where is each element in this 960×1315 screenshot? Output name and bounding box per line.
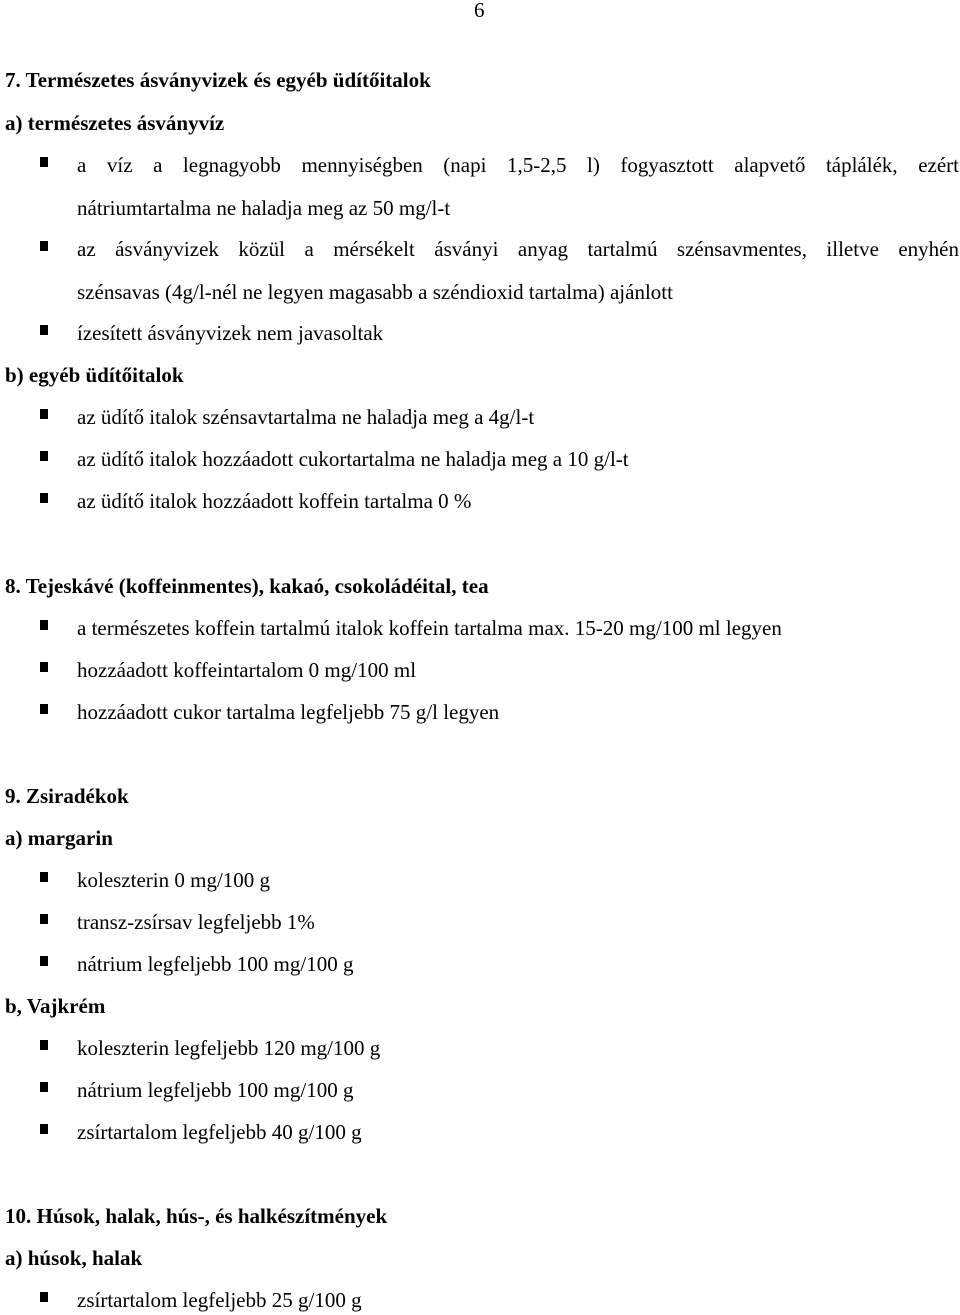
bullet-square-icon bbox=[40, 157, 48, 167]
section-9-title: 9. Zsiradékok bbox=[5, 784, 129, 808]
page-number: 6 bbox=[474, 0, 485, 22]
list-item: zsírtartalom legfeljebb 40 g/100 g bbox=[77, 1120, 362, 1144]
bullet-square-icon bbox=[40, 1082, 48, 1092]
section-10a-title: a) húsok, halak bbox=[5, 1246, 143, 1270]
list-item: a természetes koffein tartalmú italok koffein tartalma max. 15-20 mg/100 ml legyen bbox=[77, 616, 782, 640]
bullet-square-icon bbox=[40, 451, 48, 461]
list-item: a víz a legnagyobb mennyiségben (napi 1,5-2,5 l) fogyasztott alapvető táplálék, ezért bbox=[77, 153, 959, 177]
list-item: az üdítő italok hozzáadott koffein tartalma 0 % bbox=[77, 489, 472, 513]
list-item: az üdítő italok szénsavtartalma ne haladja meg a 4g/l-t bbox=[77, 405, 535, 429]
section-7a-title: a) természetes ásványvíz bbox=[5, 111, 225, 135]
bullet-square-icon bbox=[40, 1292, 48, 1302]
list-item: zsírtartalom legfeljebb 25 g/100 g bbox=[77, 1288, 362, 1312]
bullet-square-icon bbox=[40, 704, 48, 714]
list-item: transz-zsírsav legfeljebb 1% bbox=[77, 910, 315, 934]
section-9b-title: b, Vajkrém bbox=[5, 994, 106, 1018]
bullet-square-icon bbox=[40, 872, 48, 882]
bullet-square-icon bbox=[40, 1040, 48, 1050]
list-item: koleszterin 0 mg/100 g bbox=[77, 868, 271, 892]
bullet-square-icon bbox=[40, 1124, 48, 1134]
list-item: az üdítő italok hozzáadott cukortartalma ne haladja meg a 10 g/l-t bbox=[77, 447, 629, 471]
section-9a-title: a) margarin bbox=[5, 826, 113, 850]
list-item: hozzáadott cukor tartalma legfeljebb 75 g/l legyen bbox=[77, 700, 500, 724]
list-item: az ásványvizek közül a mérsékelt ásványi anyag tartalmú szénsavmentes, illetve enyhén bbox=[77, 237, 959, 261]
section-8-title: 8. Tejeskávé (koffeinmentes), kakaó, csokoládéital, tea bbox=[5, 574, 489, 598]
list-item-continuation: szénsavas (4g/l-nél ne legyen magasabb a széndioxid tartalma) ajánlott bbox=[77, 280, 673, 304]
section-10-title: 10. Húsok, halak, hús-, és halkészítmények bbox=[5, 1204, 388, 1228]
bullet-square-icon bbox=[40, 914, 48, 924]
bullet-square-icon bbox=[40, 956, 48, 966]
list-item: ízesített ásványvizek nem javasoltak bbox=[77, 321, 384, 345]
bullet-square-icon bbox=[40, 662, 48, 672]
list-item: hozzáadott koffeintartalom 0 mg/100 ml bbox=[77, 658, 417, 682]
section-7-title: 7. Természetes ásványvizek és egyéb üdítőitalok bbox=[5, 68, 431, 92]
list-item: nátrium legfeljebb 100 mg/100 g bbox=[77, 952, 354, 976]
bullet-square-icon bbox=[40, 241, 48, 251]
list-item-continuation: nátriumtartalma ne haladja meg az 50 mg/l-t bbox=[77, 196, 451, 220]
list-item: koleszterin legfeljebb 120 mg/100 g bbox=[77, 1036, 381, 1060]
bullet-square-icon bbox=[40, 325, 48, 335]
list-item: nátrium legfeljebb 100 mg/100 g bbox=[77, 1078, 354, 1102]
section-7b-title: b) egyéb üdítőitalok bbox=[5, 363, 184, 387]
bullet-square-icon bbox=[40, 620, 48, 630]
bullet-square-icon bbox=[40, 409, 48, 419]
bullet-square-icon bbox=[40, 493, 48, 503]
